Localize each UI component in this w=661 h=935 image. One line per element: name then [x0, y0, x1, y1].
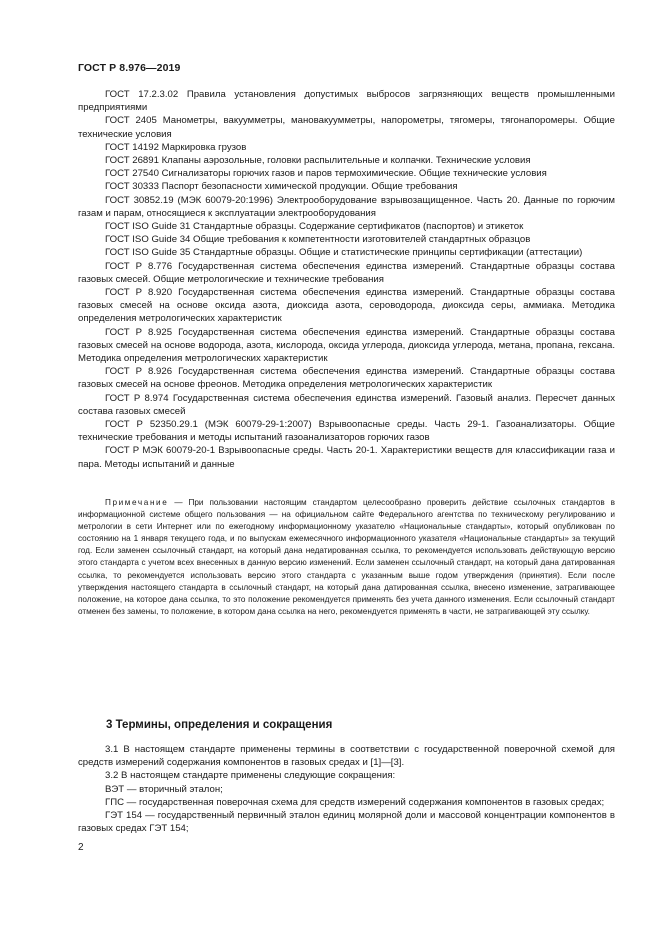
reference-item: ГОСТ 2405 Манометры, вакуумметры, мановакуумметры, напорометры, тягомеры, тягонапоромеры. Общие технические условия	[78, 115, 615, 140]
section-body	[78, 743, 615, 835]
reference-item: ГОСТ ISO Guide 34 Общие требования к компетентности изготовителей стандартных образцов	[105, 234, 531, 246]
page-number: 2	[78, 842, 84, 853]
reference-item: ГОСТ Р МЭК 60079-20-1 Взрывоопасные среды. Часть 20-1. Характеристики веществ для классификации газа и пара. Методы испытаний и данные	[78, 445, 615, 470]
normative-references-list	[78, 88, 615, 471]
reference-item: ГОСТ Р 8.974 Государственная система обеспечения единства измерений. Газовый анализ. Пересчет данных состава газовых смесей	[78, 392, 615, 417]
reference-item: ГОСТ 30333 Паспорт безопасности химической продукции. Общие требования	[105, 181, 458, 193]
reference-item: ГОСТ ISO Guide 35 Стандартные образцы. Общие и статистические принципы сертификации (аттестации)	[105, 247, 583, 259]
section-paragraph: 3.2 В настоящем стандарте применены следующие сокращения:	[105, 770, 396, 782]
reference-item: ГОСТ Р 8.926 Государственная система обеспечения единства измерений. Стандартные образцы состава газовых смесей на основе фреонов. Методика определения метрологических характеристик	[78, 366, 615, 391]
reference-item: ГОСТ 27540 Сигнализаторы горючих газов и паров термохимические. Общие технические условия	[105, 168, 547, 180]
reference-item: ГОСТ 30852.19 (МЭК 60079-20:1996) Электрооборудование взрывозащищенное. Часть 20. Данные по горючим газам и парам, относящиеся к эксплуатации электрооборудования	[78, 194, 615, 219]
reference-item: ГОСТ ISO Guide 31 Стандартные образцы. Содержание сертификатов (паспортов) и этикеток	[105, 221, 524, 233]
document-header: ГОСТ Р 8.976—2019	[78, 62, 181, 74]
section-paragraph: 3.1 В настоящем стандарте применены термины в соответствии с государственной поверочной схемой для средств измерений содержания компонентов в газовых средах и [1]—[3].	[78, 744, 615, 769]
reference-item: ГОСТ Р 8.920 Государственная система обеспечения единства измерений. Стандартные образцы состава газовых смесей на основе оксида азота, диоксида азота, сероводорода, диоксида серы, аммиака. Методика определения метрологических характеристик	[78, 287, 615, 325]
note-text: — При пользовании настоящим стандартом целесообразно проверить действие ссылочных стандартов в информационной системе общего пользования — на официальном сайте Федерального агентства по техническому регулированию и метрологии в сети Интернет или по ежегодному информационному указателю «Национальные стандарты», который опубликован по состоянию на 1 января текущего года, и по выпускам ежемесячного информационного указателя «Национальные стандарты» за текущий год. Если заменен ссылочный стандарт, на который дана недатированная ссылка, то рекомендуется использовать действующую версию этого стандарта с учетом всех внесенных в данную версию изменений. Если заменен ссылочный стандарт, на который дана датированная ссылка, то рекомендуется использовать версию этого стандарта с указанным выше годом утверждения (принятия). Если после утверждения настоящего стандарта в ссылочный стандарт, на который дана датированная ссылка, внесено изменение, затрагивающее положение, на которое дана ссылка, то это положение рекомендуется применять без учета данного изменения. Если ссылочный стандарт отменен без замены, то положение, в котором дана ссылка на него, рекомендуется применять в части, не затрагивающей эту ссылку.	[78, 498, 615, 616]
section-title: 3 Термины, определения и сокращения	[106, 719, 333, 731]
reference-item: ГОСТ Р 8.925 Государственная система обеспечения единства измерений. Стандартные образцы состава газовых смесей на основе водорода, азота, кислорода, оксида углерода, диоксида углерода, метана, пропана, гексана. Методика определения метрологических характеристик	[78, 326, 615, 365]
section-paragraph: ГЭТ 154 — государственный первичный эталон единиц молярной доли и массовой концентрации компонентов в газовых средах ГЭТ 154;	[78, 810, 615, 835]
section-paragraph: ВЭТ — вторичный эталон;	[105, 783, 223, 795]
reference-item: ГОСТ 26891 Клапаны аэрозольные, головки распылительные и колпачки. Технические условия	[105, 155, 531, 167]
note-block	[78, 497, 615, 618]
note-paragraph	[78, 497, 615, 618]
note-label: Примечание	[105, 498, 169, 507]
reference-item: ГОСТ Р 52350.29.1 (МЭК 60079-29-1:2007) Взрывоопасные среды. Часть 29-1. Газоанализаторы. Общие технические требования и методы испытаний газоанализаторов горючих газов	[78, 419, 615, 444]
reference-item: ГОСТ Р 8.776 Государственная система обеспечения единства измерений. Стандартные образцы состава газовых смесей. Общие метрологические и технические требования	[78, 260, 615, 285]
reference-item: ГОСТ 14192 Маркировка грузов	[105, 141, 247, 153]
section-paragraph: ГПС — государственная поверочная схема для средств измерений содержания компонентов в газовых средах;	[105, 796, 605, 808]
reference-item: ГОСТ 17.2.3.02 Правила установления допустимых выбросов загрязняющих веществ промышленными предприятиями	[78, 89, 615, 114]
